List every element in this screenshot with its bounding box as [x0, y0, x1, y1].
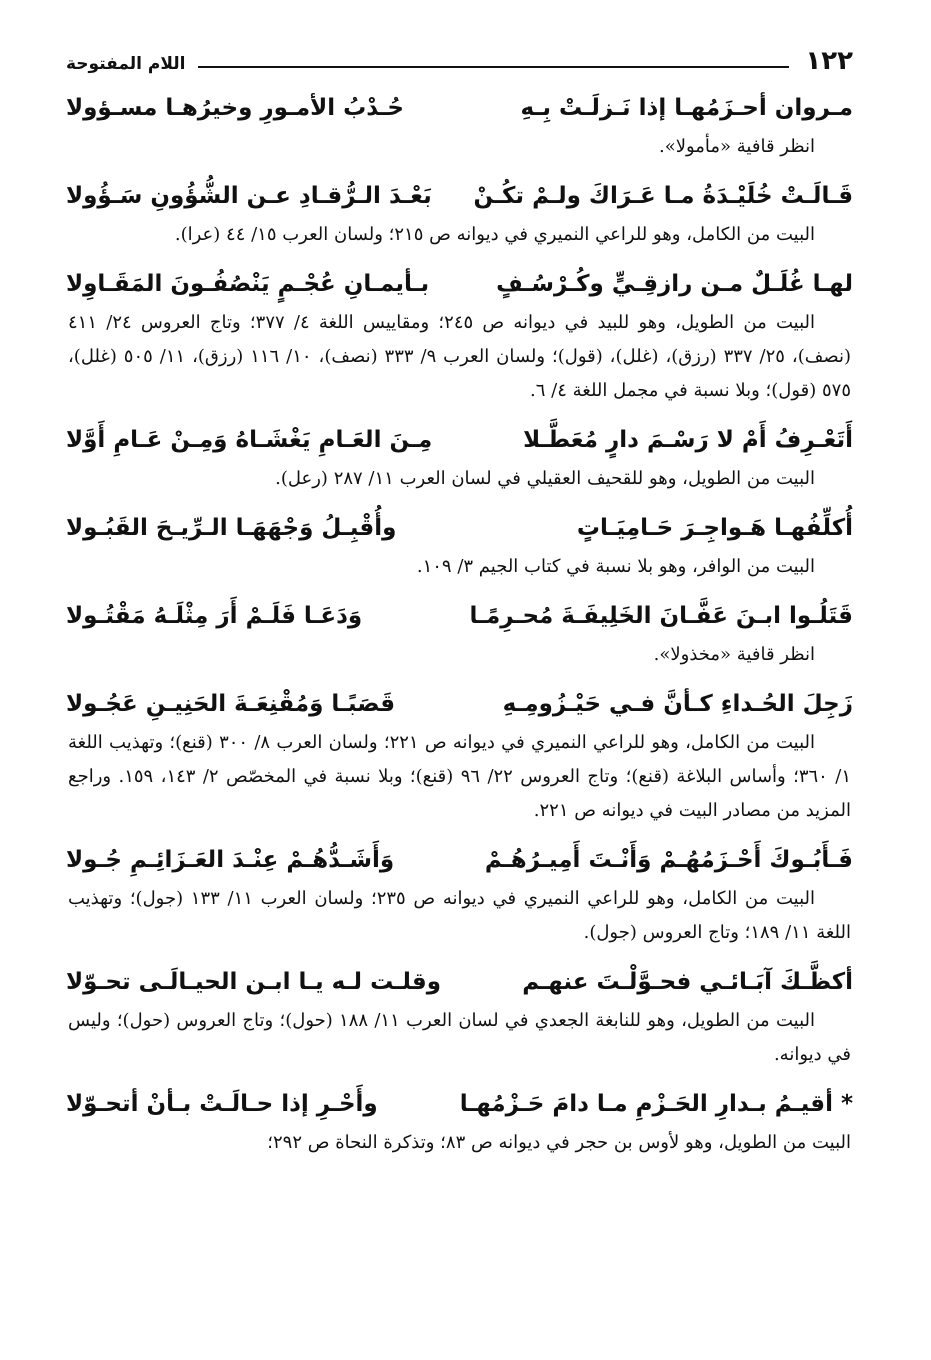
verse-second-hemistich: بـأيمـانِ عُجْـمٍ يَنْصُفُـونَ المَقَـاوِلا: [66, 271, 430, 297]
verse-note: البيت من الكامل، وهو للراعي النميري في ديوانه ص ٢٣٥؛ ولسان العرب ١١/ ١٣٣ (جول)؛ وتهذيب اللغة ١١/ ١٨٩؛ وتاج العروس (جول).: [68, 888, 851, 943]
verse-second-hemistich: وقلـت لـه يـا ابـن الحيـالَـى تحـوّلا: [66, 969, 442, 995]
verse-first-hemistich: لهـا غُلَـلٌ مـن رازقِـيٍّ وكُـرْسُـفٍ: [496, 271, 853, 297]
verse-first-hemistich: أكظَّـكَ آبَـائـي فحـوَّلْـتَ عنهـم: [522, 969, 853, 995]
verse-first-hemistich: أَتَعْـرِفُ أَمْ لا رَسْـمَ دارٍ مُعَطَّـلا: [523, 427, 853, 453]
verse-second-hemistich: وأَحْـرِ إذا حـالَـتْ بـأنْ أتحـوّلا: [66, 1091, 378, 1117]
verse-first-hemistich: أُكلِّفُهـا هَـواجِـرَ حَـامِيَـاتٍ: [576, 515, 853, 541]
verse-first-hemistich: مـروان أحـزَمُهـا إذا نَـزلَـتْ بِـهِ: [520, 95, 853, 121]
verse-line: [66, 594, 853, 638]
verse-first-hemistich: قَـالَـتْ خُلَيْـدَةُ مـا عَـرَاكَ ولـمْ تكُـنْ: [473, 183, 853, 209]
verse-line: [66, 1082, 853, 1126]
verse-first-hemistich: قَتَلُـوا ابـنَ عَفَّـانَ الخَلِيفَـةَ مُحـرِمًـا: [469, 603, 853, 629]
verse-line: [66, 86, 853, 130]
verse-line: [66, 506, 853, 550]
verse-line: [66, 262, 853, 306]
verse-line: [66, 838, 853, 882]
verse-second-hemistich: وأُقْبِـلُ وَجْهَهَـا الـرِّيـحَ القَبُـولا: [66, 515, 397, 541]
verse-line: [66, 418, 853, 462]
header-rule: [198, 66, 790, 68]
verse-line: [66, 960, 853, 1004]
verse-second-hemistich: قَصَبًـا وَمُقْنِعَـةَ الحَنِيـنِ عَجُـولا: [66, 691, 396, 717]
verse-note: البيت من الوافر، وهو بلا نسبة في كتاب الجيم ٣/ ١٠٩.: [416, 556, 815, 577]
verse-note: انظر قافية «مخذولا».: [653, 644, 815, 665]
running-title: اللام المفتوحة: [66, 54, 186, 74]
verse-note: البيت من الطويل، وهو للبيد في ديوانه ص ٢٤٥؛ ومقاييس اللغة ٤/ ٣٧٧؛ وتاج العروس ٢٤/ ٤١١ (نصف)، ٢٥/ ٣٣٧ (رزق)، (غلل)، (قول)؛ ولسان العرب ٩/ ٣٣٣ (نصف)، ١٠/ ١١٦ (رزق)، ١١/ ٥٠٥ (غلل)، ٥٧٥ (قول)؛ وبلا نسبة في مجمل اللغة ٤/ ٦.: [68, 312, 851, 401]
verse-note: انظر قافية «مأمولا».: [658, 136, 815, 157]
verse-first-hemistich: * أقيـمُ بـدارِ الحَـزْمِ مـا دامَ حَـزْمُهـا: [452, 1091, 853, 1117]
page-number: ١٢٢: [805, 46, 853, 76]
verse-note: البيت من الطويل، وهو لأوس بن حجر في ديوانه ص ٨٣؛ وتذكرة النحاة ص ٢٩٢؛: [267, 1132, 851, 1153]
verse-second-hemistich: وَدَعَـا فَلَـمْ أَرَ مِثْلَـهُ مَقْتُـولا: [66, 603, 363, 629]
verse-second-hemistich: مِـنَ العَـامِ يَغْشَـاهُ وَمِـنْ عَـامِ أَوَّلا: [66, 427, 433, 453]
verse-note: البيت من الكامل، وهو للراعي النميري في ديوانه ص ٢١٥؛ ولسان العرب ١٥/ ٤٤ (عرا).: [174, 224, 815, 245]
verse-first-hemistich: فَـأَبُـوكَ أَحْـزَمُهُـمْ وَأَنْـتَ أَمِيـرُهُـمْ: [484, 847, 853, 873]
verse-second-hemistich: بَعْـدَ الـرُّقـادِ عـن الشُّؤُونِ سَـؤُولا: [66, 183, 432, 209]
verse-first-hemistich: زَجِلَ الحُـداءِ كـأنَّ فـي حَيْـزُومِـهِ: [502, 691, 853, 717]
verse-line: [66, 174, 853, 218]
verse-line: [66, 682, 853, 726]
page-header: [66, 38, 853, 76]
verse-note: البيت من الكامل، وهو للراعي النميري في ديوانه ص ٢٢١؛ ولسان العرب ٨/ ٣٠٠ (قنع)؛ وتهذيب اللغة ١/ ٣٦٠؛ وأساس البلاغة (قنع)؛ وتاج العروس ٢٢/ ٩٦ (قنع)؛ وبلا نسبة في المخصّص ٢/ ١٤٣، ١٥٩. وراجع المزيد من مصادر البيت في ديوانه ص ٢٢١.: [68, 732, 851, 821]
verse-note: البيت من الطويل، وهو للقحيف العقيلي في لسان العرب ١١/ ٢٨٧ (رعل).: [275, 468, 815, 489]
verse-second-hemistich: وَأَشَـدُّهُـمْ عِنْـدَ العَـزَائِـمِ جُـولا: [66, 847, 395, 873]
verse-second-hemistich: حُـدْبُ الأمـورِ وخيرُهـا مسـؤولا: [66, 95, 404, 121]
verse-note: البيت من الطويل، وهو للنابغة الجعدي في لسان العرب ١١/ ١٨٨ (حول)؛ وتاج العروس (حول)؛ وليس في ديوانه.: [68, 1010, 851, 1065]
